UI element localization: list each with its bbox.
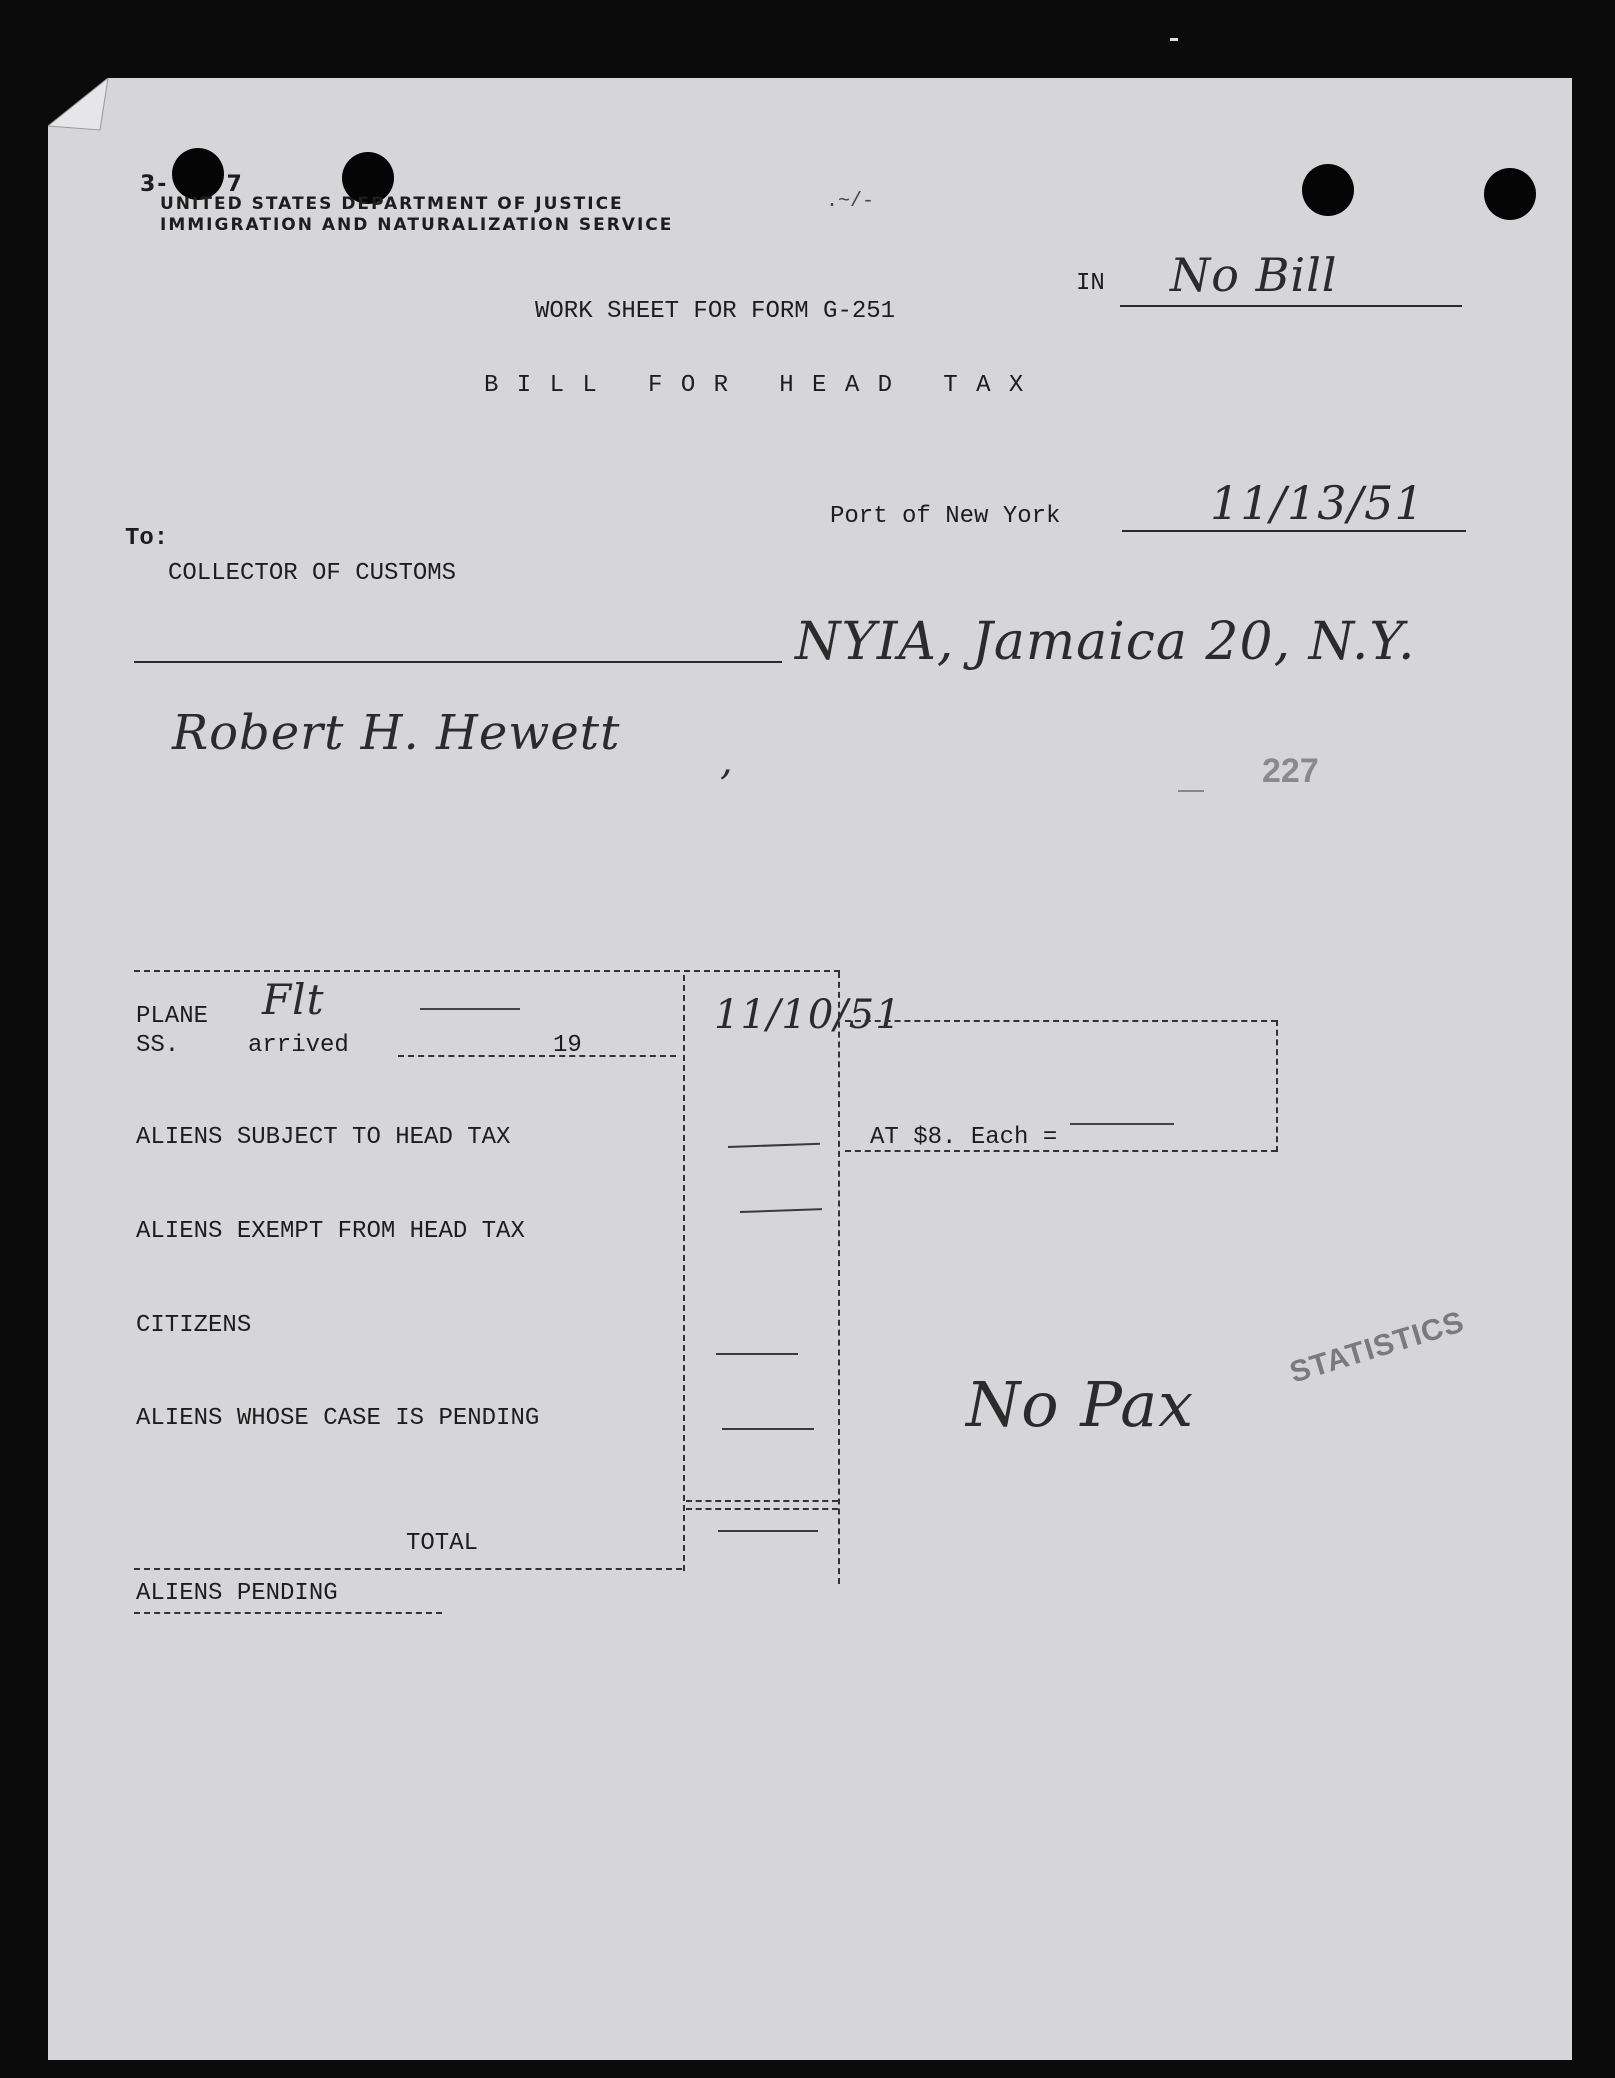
folded-corner xyxy=(48,78,118,138)
no-pax-handwritten: No Pax xyxy=(966,1368,1195,1441)
plane-value-handwritten: Flt xyxy=(262,975,325,1024)
count-dash-mark xyxy=(716,1353,798,1355)
punch-hole xyxy=(1302,164,1354,216)
in-value-handwritten: No Bill xyxy=(1170,248,1338,302)
location-handwritten: NYIA, Jamaica 20, N.Y. xyxy=(795,612,1416,672)
port-date-handwritten: 11/13/51 xyxy=(1210,476,1425,530)
collector-of-customs: COLLECTOR OF CUSTOMS xyxy=(168,560,457,587)
total-column-line xyxy=(686,1500,838,1504)
arrived-underline xyxy=(398,1055,676,1059)
plane-label: PLANE xyxy=(136,1003,209,1030)
total-column-line xyxy=(686,1508,838,1512)
table-divider-left xyxy=(683,975,685,1571)
form-subtitle: B I L L F O R H E A D T A X xyxy=(484,372,1026,399)
comma-mark: , xyxy=(720,738,734,784)
ss-label: SS. xyxy=(136,1032,180,1059)
aliens-pending-underline xyxy=(134,1612,442,1616)
rate-box-top xyxy=(845,1020,1277,1024)
arrival-date-handwritten: 11/10/51 xyxy=(714,992,902,1038)
table-top-border xyxy=(134,970,840,974)
in-label: IN xyxy=(1076,270,1105,297)
stamp-dash xyxy=(1178,790,1204,792)
agency-line-1: UNITED STATES DEPARTMENT OF JUSTICE xyxy=(160,194,624,214)
rate-label: AT $8. Each = xyxy=(870,1124,1058,1151)
row-aliens-pending-case: ALIENS WHOSE CASE IS PENDING xyxy=(136,1405,540,1432)
year-prefix: 19 xyxy=(553,1032,582,1059)
table-divider-right xyxy=(838,972,840,1584)
count-dash-mark xyxy=(722,1428,814,1430)
port-label: Port of New York xyxy=(830,503,1061,530)
punch-hole xyxy=(1484,168,1536,220)
stamp-number: 227 xyxy=(1262,752,1319,790)
plane-dash-mark xyxy=(420,1008,520,1010)
rate-dash-mark xyxy=(1070,1123,1174,1125)
row-aliens-exempt: ALIENS EXEMPT FROM HEAD TAX xyxy=(136,1218,525,1245)
aliens-pending-label: ALIENS PENDING xyxy=(136,1580,338,1607)
scan-speck: .~/- xyxy=(826,190,875,213)
total-label: TOTAL xyxy=(406,1530,479,1557)
row-citizens: CITIZENS xyxy=(136,1312,252,1339)
form-number: 3- 7 xyxy=(140,172,244,197)
port-date-underline xyxy=(1122,530,1466,532)
form-title: WORK SHEET FOR FORM G-251 xyxy=(535,298,896,325)
total-underline xyxy=(134,1568,682,1572)
address-underline xyxy=(134,661,782,663)
in-underline xyxy=(1120,305,1462,307)
count-dash-mark xyxy=(718,1530,818,1532)
to-label: To: xyxy=(125,525,169,552)
name-handwritten: Robert H. Hewett xyxy=(172,705,621,761)
arrived-label: arrived xyxy=(248,1032,349,1059)
row-aliens-subject: ALIENS SUBJECT TO HEAD TAX xyxy=(136,1124,511,1151)
rate-box-right xyxy=(1276,1020,1278,1152)
agency-line-2: IMMIGRATION AND NATURALIZATION SERVICE xyxy=(160,215,674,235)
scan-speck xyxy=(1170,38,1178,41)
statistics-stamp: STATISTICS xyxy=(1286,1305,1469,1390)
